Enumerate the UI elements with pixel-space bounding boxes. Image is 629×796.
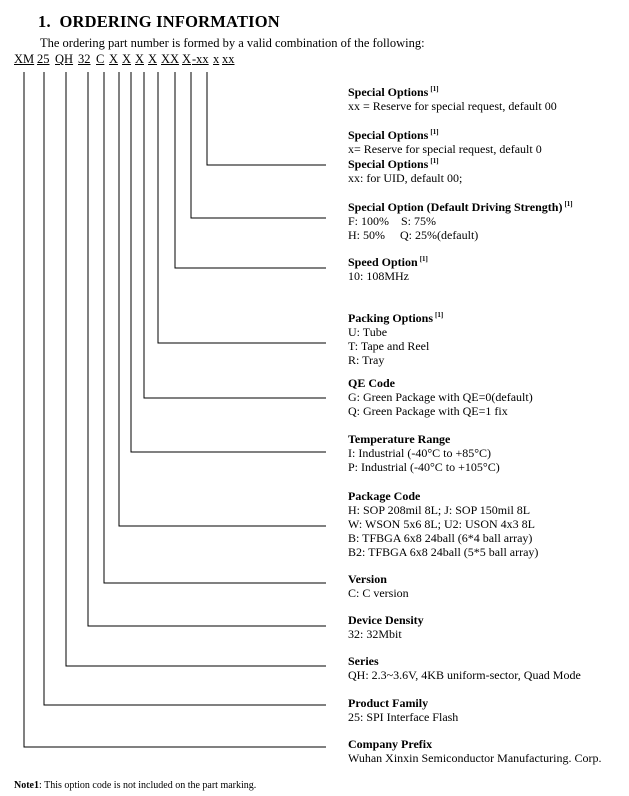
pn-segment-driving: X [182, 52, 192, 66]
pn-segment-density: 32 [78, 52, 91, 66]
connector-speed [175, 72, 326, 268]
block-line: xx = Reserve for special request, default 00 [348, 99, 557, 113]
pn-segment-temperature: X [122, 52, 132, 66]
pn-segment-special-xx: xx [222, 52, 235, 66]
block-packing-options [348, 308, 443, 367]
block-line: R: Tray [348, 353, 385, 367]
pn-segment-uid: -xx [192, 52, 209, 66]
block-line: Q: Green Package with QE=1 fix [348, 404, 508, 418]
block-version [348, 572, 409, 600]
connector-qe [144, 72, 326, 398]
footnote-label: Note1 [14, 780, 39, 791]
connector-version [104, 72, 326, 583]
connector-driving [191, 72, 326, 218]
pn-segment-family: 25 [37, 52, 50, 66]
block-title: Company Prefix [348, 737, 433, 751]
block-line: Wuhan Xinxin Semiconductor Manufacturing. Corp. [348, 751, 602, 765]
block-line: G: Green Package with QE=0(default) [348, 390, 533, 404]
block-speed-option [348, 252, 428, 283]
block-title: Temperature Range [348, 432, 451, 446]
connector-package [119, 72, 326, 526]
footnote-marker: [1] [430, 85, 439, 93]
footnote-marker: [1] [430, 157, 439, 165]
block-line: C: C version [348, 586, 409, 600]
block-line: T: Tape and Reel [348, 339, 430, 353]
block-line: QH: 2.3~3.6V, 4KB uniform-sector, Quad Mode [348, 668, 581, 682]
block-line: xx: for UID, default 00; [348, 171, 463, 185]
block-line: P: Industrial (-40°C to +105°C) [348, 460, 500, 474]
block-title: Packing Options [348, 311, 434, 325]
footnote-marker: [1] [435, 311, 444, 319]
block-qe-code [348, 376, 533, 418]
block-line: H: SOP 208mil 8L; J: SOP 150mil 8L [348, 503, 531, 517]
block-special-options-2 [348, 125, 542, 156]
block-title: Product Family [348, 696, 429, 710]
block-line: I: Industrial (-40°C to +85°C) [348, 446, 492, 460]
intro-text: The ordering part number is formed by a valid combination of the following: [40, 36, 425, 50]
block-temperature-range [348, 432, 500, 474]
section-title: ORDERING INFORMATION [59, 12, 280, 31]
block-line: H: 50% Q: 25%(default) [348, 228, 479, 242]
connector-uid [207, 72, 326, 165]
block-title: Package Code [348, 489, 421, 503]
block-title: Speed Option [348, 255, 418, 269]
block-title: Special Option (Default Driving Strength) [348, 200, 563, 214]
block-special-options-1 [348, 82, 557, 113]
connector-packing [158, 72, 326, 343]
footnote-marker: [1] [564, 200, 573, 208]
block-line: 25: SPI Interface Flash [348, 710, 459, 724]
block-line: 32: 32Mbit [348, 627, 402, 641]
connector-series [66, 72, 326, 666]
pn-segment-series: QH [55, 52, 74, 66]
block-device-density [348, 613, 424, 641]
block-line: x= Reserve for special request, default 0 [348, 142, 542, 156]
pn-segment-special-x: x [213, 52, 220, 66]
block-line: B: TFBGA 6x8 24ball (6*4 ball array) [348, 531, 533, 545]
block-line: B2: TFBGA 6x8 24ball (5*5 ball array) [348, 545, 539, 559]
block-driving-strength [348, 197, 573, 242]
pn-segment-speed: XX [161, 52, 180, 66]
block-line: U: Tube [348, 325, 388, 339]
connector-temperature [131, 72, 326, 452]
block-title: Series [348, 654, 379, 668]
block-title: Special Options [348, 85, 429, 99]
block-title: Device Density [348, 613, 424, 627]
footnote-text: : This option code is not included on the part marking. [39, 780, 257, 791]
pn-segment-packing: X [148, 52, 158, 66]
block-title: Version [348, 572, 387, 586]
connector-family [44, 72, 326, 705]
block-package-code [348, 489, 538, 559]
section-number: 1. [38, 12, 51, 31]
pn-segment-package: X [109, 52, 119, 66]
block-title: Special Options [348, 157, 429, 171]
block-company-prefix [348, 737, 601, 765]
pn-segment-qe: X [135, 52, 145, 66]
footnote-marker: [1] [430, 128, 439, 136]
block-line: 10: 108MHz [348, 269, 409, 283]
block-line: F: 100% S: 75% [348, 214, 437, 228]
footnote-marker: [1] [419, 255, 428, 263]
pn-segment-company: XM [14, 52, 35, 66]
block-product-family [348, 696, 458, 724]
pn-segment-version: C [96, 52, 105, 66]
block-title: QE Code [348, 376, 396, 390]
block-series [348, 654, 581, 682]
footnote [14, 780, 256, 791]
block-line: W: WSON 5x6 8L; U2: USON 4x3 8L [348, 517, 535, 531]
block-special-options-3 [348, 154, 462, 185]
block-title: Special Options [348, 128, 429, 142]
